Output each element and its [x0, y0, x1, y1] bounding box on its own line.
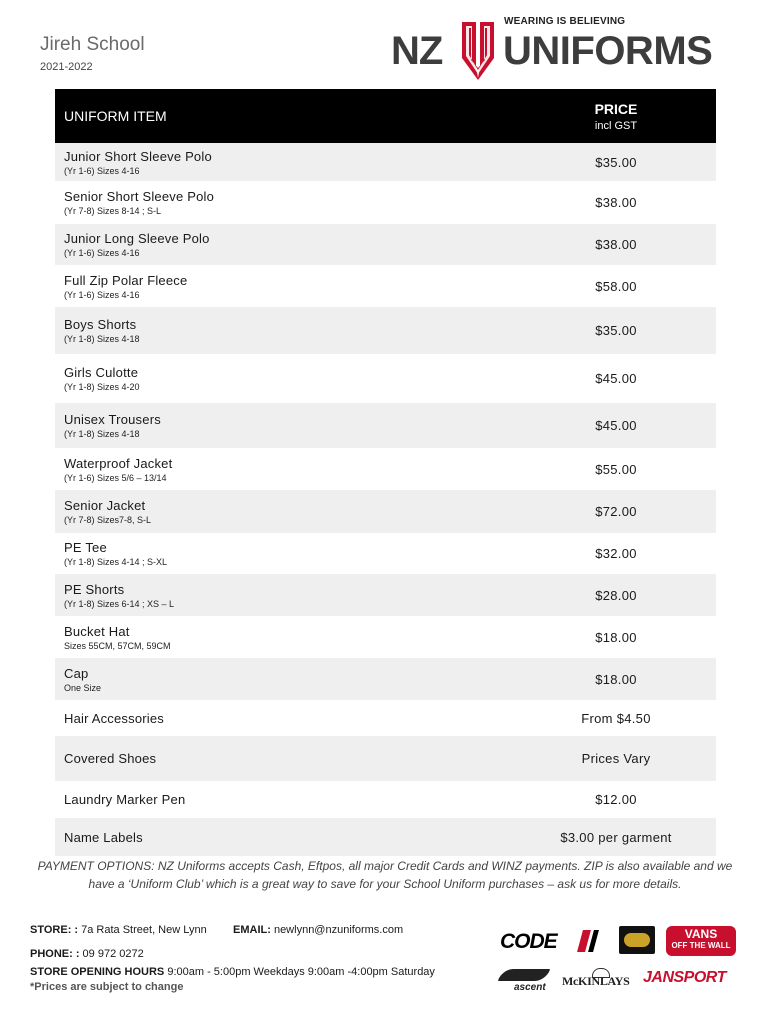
table-row — [55, 533, 716, 574]
item-cell — [55, 616, 516, 658]
item-cell — [55, 181, 516, 224]
mckinlays-logo — [562, 968, 630, 996]
table-row — [55, 403, 716, 448]
hummel-logo — [619, 926, 655, 954]
price-table-header — [55, 89, 716, 143]
item-price: Prices Vary — [516, 736, 716, 781]
price-disclaimer: *Prices are subject to change — [30, 981, 184, 993]
table-row — [55, 143, 716, 181]
table-row — [55, 490, 716, 533]
item-name: Bucket Hat — [64, 623, 130, 639]
item-price: $38.00 — [516, 224, 716, 265]
item-name: Junior Short Sleeve Polo — [64, 148, 212, 164]
item-price: $58.00 — [516, 265, 716, 307]
item-price: $45.00 — [516, 354, 716, 403]
item-sizes: One Size — [64, 682, 102, 693]
item-price: $45.00 — [516, 403, 716, 448]
item-sizes: (Yr 1-6) Sizes 4-16 — [64, 248, 140, 258]
item-sizes: (Yr 1-8) Sizes 6-14 ; XS – L — [64, 598, 175, 609]
table-row — [55, 700, 716, 736]
table-row — [55, 448, 716, 490]
brand-uniforms: UNIFORMS — [503, 29, 713, 73]
item-cell — [55, 265, 516, 307]
item-name: PE Tee — [64, 540, 107, 555]
item-price: $55.00 — [516, 448, 716, 490]
item-price: $35.00 — [516, 143, 716, 181]
table-row — [55, 574, 716, 616]
hours-label: STORE OPENING HOURS — [30, 966, 165, 978]
item-sizes: (Yr 7-8) Sizes7-8, S-L — [64, 515, 152, 525]
store-phone — [30, 948, 144, 960]
item-price: From $4.50 — [516, 700, 716, 736]
hummel-emblem-icon — [624, 933, 650, 947]
payment-options-note: PAYMENT OPTIONS: NZ Uniforms accepts Cash, Eftpos, all major Credit Cards and WINZ payments. ZIP is also available and we have a ‘Uniform Club’ which is a great way to save for your School Uniform purchases – ask us for more details. — [37, 859, 733, 891]
email-label: EMAIL: — [233, 924, 271, 936]
item-name: PE Shorts — [64, 581, 125, 597]
ascent-logo — [498, 967, 554, 995]
col-header-price-sub: incl GST — [594, 119, 638, 132]
table-row — [55, 818, 716, 856]
table-row — [55, 265, 716, 307]
vans-logo-tagline: OFF THE WALL — [671, 941, 731, 950]
item-cell — [55, 781, 516, 818]
item-cell — [55, 143, 516, 181]
item-cell — [55, 307, 516, 354]
item-name: Laundry Marker Pen — [64, 792, 186, 807]
item-name: Cap — [64, 665, 89, 681]
item-sizes: (Yr 1-6) Sizes 4-16 — [64, 289, 140, 300]
item-price: $12.00 — [516, 781, 716, 818]
item-name: Girls Culotte — [64, 365, 139, 380]
item-sizes: (Yr 1-6) Sizes 5/6 – 13/14 — [64, 472, 167, 483]
table-row — [55, 181, 716, 224]
code-logo — [500, 930, 600, 954]
table-row — [55, 616, 716, 658]
item-price: $38.00 — [516, 181, 716, 224]
store-value: 7a Rata Street, New Lynn — [78, 924, 207, 936]
item-name: Boys Shorts — [64, 317, 137, 332]
item-price: $28.00 — [516, 574, 716, 616]
price-table — [55, 89, 716, 856]
item-price: $18.00 — [516, 658, 716, 700]
item-sizes: (Yr 1-8) Sizes 4-18 — [64, 334, 140, 344]
item-name: Waterproof Jacket — [64, 455, 173, 471]
hours-value: 9:00am - 5:00pm Weekdays 9:00am -4:00pm Saturday — [164, 966, 435, 978]
table-row — [55, 658, 716, 700]
store-address — [30, 924, 207, 936]
item-sizes: (Yr 1-6) Sizes 4-16 — [64, 165, 140, 176]
item-name: Senior Short Sleeve Polo — [64, 189, 215, 204]
email-value: newlynn@nzuniforms.com — [270, 924, 404, 936]
item-cell — [55, 490, 516, 533]
item-cell — [55, 533, 516, 574]
brand-nz: NZ — [391, 29, 443, 73]
table-row — [55, 781, 716, 818]
item-sizes: Sizes 55CM, 57CM, 59CM — [64, 640, 171, 651]
store-email — [233, 924, 403, 936]
jansport-logo: JANSPORT — [643, 969, 726, 986]
item-name: Senior Jacket — [64, 498, 146, 513]
item-price: $3.00 per garment — [516, 818, 716, 856]
item-name: Hair Accessories — [64, 710, 165, 726]
ascent-swoosh-icon — [498, 969, 550, 981]
col-header-item: UNIFORM ITEM — [55, 89, 516, 143]
phone-value: 09 972 0272 — [79, 948, 144, 960]
store-hours — [30, 966, 435, 978]
item-cell — [55, 354, 516, 403]
item-sizes: (Yr 7-8) Sizes 8-14 ; S-L — [64, 206, 162, 216]
school-name: Jireh School — [40, 34, 145, 55]
vans-logo-text: VANS — [684, 927, 718, 941]
table-row — [55, 307, 716, 354]
table-row — [55, 224, 716, 265]
item-price: $35.00 — [516, 307, 716, 354]
item-sizes: (Yr 1-8) Sizes 4-20 — [64, 382, 140, 392]
item-cell — [55, 818, 516, 856]
item-name: Full Zip Polar Fleece — [64, 272, 188, 288]
item-price: $72.00 — [516, 490, 716, 533]
item-name: Unisex Trousers — [64, 412, 161, 427]
brand-tagline: WEARING IS BELIEVING — [504, 16, 626, 27]
item-cell — [55, 574, 516, 616]
phone-label: PHONE: : — [30, 948, 80, 960]
item-price: $18.00 — [516, 616, 716, 658]
item-sizes: (Yr 1-8) Sizes 4-14 ; S-XL — [64, 557, 168, 567]
item-cell — [55, 224, 516, 265]
school-year: 2021-2022 — [40, 61, 93, 73]
item-sizes: (Yr 1-8) Sizes 4-18 — [64, 429, 140, 439]
item-cell — [55, 448, 516, 490]
col-header-price — [516, 89, 716, 143]
item-cell — [55, 403, 516, 448]
code-logo-text: CODE — [500, 930, 557, 953]
item-name: Junior Long Sleeve Polo — [64, 231, 210, 246]
table-row — [55, 354, 716, 403]
item-price: $32.00 — [516, 533, 716, 574]
vans-logo — [666, 926, 736, 956]
item-cell — [55, 658, 516, 700]
item-name: Covered Shoes — [64, 751, 157, 766]
ascent-logo-text: ascent — [514, 982, 546, 993]
col-header-price-title: PRICE — [594, 100, 638, 117]
store-label: STORE: : — [30, 924, 79, 936]
nz-uniforms-logo — [391, 14, 731, 82]
brand-mark-icon — [460, 18, 496, 80]
mckinlays-logo-text: McKINLAYS — [562, 974, 630, 988]
item-cell — [55, 700, 516, 736]
item-cell — [55, 736, 516, 781]
table-row — [55, 736, 716, 781]
item-name: Name Labels — [64, 829, 143, 845]
